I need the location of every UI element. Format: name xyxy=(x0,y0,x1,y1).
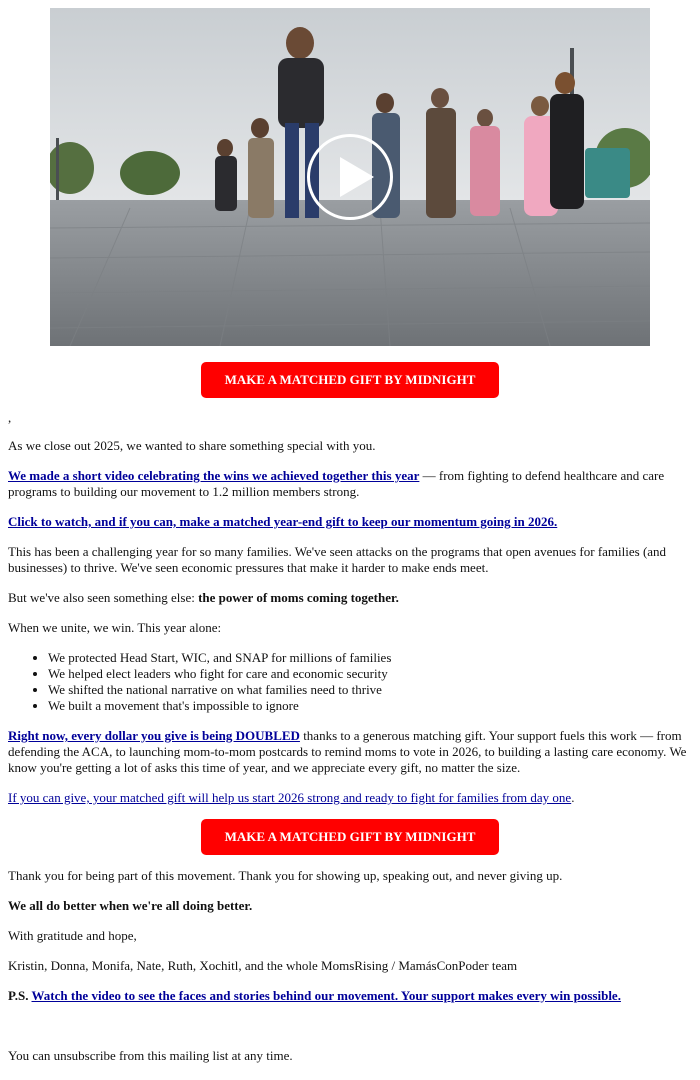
signers-text: Kristin, Donna, Monifa, Nate, Ruth, Xochitl, and the whole MomsRising / MamásConPoder team xyxy=(8,958,518,973)
give-paragraph xyxy=(8,790,692,806)
also-seen-bold: the power of moms coming together. xyxy=(198,590,399,605)
watch-paragraph xyxy=(8,514,692,530)
better-text: We all do better when we're all doing better. xyxy=(8,898,253,913)
play-icon[interactable] xyxy=(307,134,393,220)
matched-gift-button[interactable]: MAKE A MATCHED GIFT BY MIDNIGHT xyxy=(201,819,499,855)
cta-row xyxy=(8,362,692,398)
unsubscribe-text: You can unsubscribe from this mailing list at any time. xyxy=(8,1048,293,1063)
unite-text: When we unite, we win. This year alone: xyxy=(8,620,222,635)
also-seen-text: But we've also seen something else: xyxy=(8,590,199,605)
video-paragraph-text: — from fighting to defend healthcare and care programs to building our movement to 1.2 million members strong. xyxy=(8,468,665,499)
video-paragraph xyxy=(8,468,692,500)
video-link[interactable]: We made a short video celebrating the wins we achieved together this year xyxy=(8,468,420,483)
ps-label: P.S. xyxy=(8,988,32,1003)
lamp-post xyxy=(56,138,59,203)
list-item: • We shifted the national narrative on what families need to thrive xyxy=(48,682,692,698)
doubled-link[interactable]: Right now, every dollar you give is being DOUBLED xyxy=(8,728,300,743)
ps-link[interactable]: Watch the video to see the faces and stories behind our movement. Your support makes every win possible. xyxy=(31,988,621,1003)
stray-text: , xyxy=(8,410,12,425)
list-item: • We protected Head Start, WIC, and SNAP for millions of families xyxy=(48,650,692,666)
thanks-text: Thank you for being part of this movement. Thank you for showing up, speaking out, and never giving up. xyxy=(8,868,563,883)
give-link[interactable]: If you can give, your matched gift will help us start 2026 strong and ready to fight for families from day one xyxy=(8,790,572,805)
list-item: • We helped elect leaders who fight for care and economic security xyxy=(48,666,692,682)
watch-link[interactable]: Click to watch, and if you can, make a matched year-end gift to keep our momentum going in 2026. xyxy=(8,514,558,529)
video-thumbnail[interactable] xyxy=(50,8,650,346)
give-period: . xyxy=(571,790,575,805)
cta-row xyxy=(8,819,692,855)
challenging-text: This has been a challenging year for so many families. We've seen attacks on the programs that open avenues for families (and businesses) to thrive. We've seen economic pressures that make it harder to make ends meet. xyxy=(8,544,667,575)
list-item: • We built a movement that's impossible to ignore xyxy=(48,698,692,714)
wins-list xyxy=(8,650,692,714)
tree xyxy=(120,151,180,195)
ps-paragraph xyxy=(8,988,692,1004)
matched-gift-button[interactable]: MAKE A MATCHED GIFT BY MIDNIGHT xyxy=(201,362,499,398)
intro-text: As we close out 2025, we wanted to share something special with you. xyxy=(8,438,376,453)
doubled-paragraph xyxy=(8,728,692,776)
also-seen-paragraph xyxy=(8,590,692,606)
doubled-text: thanks to a generous matching gift. Your support fuels this work — from defending the ACA, to launching mom-to-mom postcards to remind moms to vote in 2026, to building a lasting care economy. We know you're getting a lot of asks this time of year, and we appreciate every gift, no matter the size. xyxy=(8,728,687,775)
gratitude-text: With gratitude and hope, xyxy=(8,928,137,943)
